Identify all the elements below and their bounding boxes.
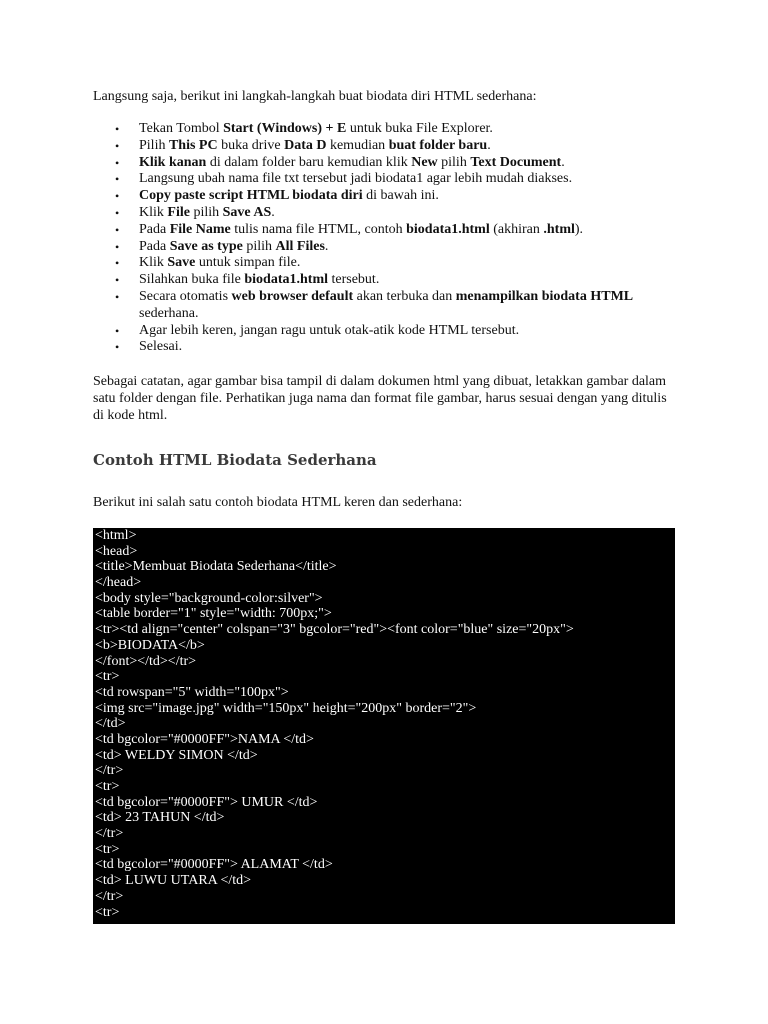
text-run: . [324,238,329,254]
bold-text: Start (Windows) + E [223,121,347,136]
bullet-icon: • [115,138,120,153]
list-item [93,171,653,188]
bullet-icon: • [115,256,120,271]
code-line: <table border="1" style="width: 700px;"> [95,606,332,622]
list-item [93,188,653,205]
text-run: pilih [189,204,223,220]
bold-text: Save [167,255,196,271]
bullet-icon: • [115,155,120,170]
bold-text: File [167,204,190,220]
code-line: </tr> [95,763,124,779]
text-run: di bawah ini. [362,188,439,204]
bold-text: All Files [275,238,325,254]
bullet-icon: • [115,189,120,204]
text-run: buka drive [217,137,285,153]
text-run: Pada [139,238,170,254]
bullet-icon: • [115,222,120,237]
text-run: pilih [437,154,471,170]
list-item [93,138,653,155]
text-run: untuk buka File Explorer. [346,121,493,136]
bullet-icon: • [115,340,120,355]
text-run: (akhiran [489,221,544,237]
bullet-icon: • [115,205,120,220]
code-line: <td bgcolor="#0000FF"> ALAMAT </td> [95,857,333,873]
text-run: di dalam folder baru kemudian klik [206,154,412,170]
bold-text: biodata1.html [406,221,490,237]
text-run: Silahkan buka file [139,272,245,288]
code-line: <tr> [95,904,120,920]
code-line: </head> [95,575,142,591]
code-line: <tr> [95,841,120,857]
bold-text: buat folder baru [388,137,488,153]
code-line: </td> [95,716,126,732]
code-line: <b>BIODATA</b> [95,637,205,653]
code-line: <tr><td align="center" colspan="3" bgcolor="red"><font color="blue" size="20px"> [95,622,574,638]
bullet-icon: • [115,172,120,187]
text-run: ). [574,221,584,237]
list-item [93,339,653,356]
list-item [93,255,653,272]
code-intro-paragraph: Berikut ini salah satu contoh biodata HTML keren dan sederhana: [93,495,463,510]
code-line: <td> LUWU UTARA </td> [95,873,252,889]
code-line: <td bgcolor="#0000FF"> UMUR </td> [95,794,318,810]
text-run: Langsung ubah nama file txt tersebut jadi biodata1 agar lebih mudah diakses. [139,171,573,187]
bold-text: .html [543,221,575,237]
bullet-icon: • [115,323,120,338]
bold-text: File Name [169,221,231,237]
text-run: Pada [139,221,170,237]
bold-text: Data D [284,137,327,153]
list-item [93,205,653,222]
bold-text: biodata1.html [244,272,328,288]
bold-text: menampilkan biodata HTML [455,288,634,304]
text-run: Secara otomatis [139,288,232,304]
bullet-icon: • [115,273,120,288]
list-item [93,222,653,239]
text-run: Pilih [139,137,169,153]
text-run: Klik [139,204,168,220]
bold-text: Klik kanan [139,154,207,170]
bullet-icon: • [115,239,120,254]
code-line: </font></td></tr> [95,653,197,669]
code-block [93,528,675,924]
text-run: Klik [139,255,168,271]
text-run: kemudian [326,137,389,153]
bold-text: Save as type [169,238,243,254]
text-run: Tekan Tombol [139,121,224,136]
list-item [93,289,653,323]
text-run: untuk simpan file. [195,255,301,271]
list-item [93,272,653,289]
intro-paragraph: Langsung saja, berikut ini langkah-langkah buat biodata diri HTML sederhana: [93,89,537,104]
code-line: <html> [95,528,137,543]
code-line: <tr> [95,779,120,794]
code-line: <td rowspan="5" width="100px"> [95,684,289,700]
bold-text: web browser default [231,288,354,304]
section-title: Contoh HTML Biodata Sederhana [93,451,377,469]
list-item [93,239,653,256]
code-line: <title>Membuat Biodata Sederhana</title> [95,559,337,575]
text-run: Agar lebih keren, jangan ragu untuk otak-atik kode HTML tersebut. [139,322,520,338]
bullet-icon: • [115,122,120,136]
text-run: . [271,204,275,220]
steps-list [93,121,653,356]
list-item [93,323,653,340]
text-run: . [487,137,491,153]
note-paragraph: Sebagai catatan, agar gambar bisa tampil di dalam dokumen html yang dibuat, letakkan gambar dalam satu folder dengan file. Perhatikan juga nama dan format file gambar, harus sesuai dengan yang ditulis di kode html. [93,374,667,423]
text-run: tersebut. [328,272,380,288]
text-run: Selesai. [139,339,183,355]
bold-text: This PC [168,137,218,153]
code-line: </tr> [95,888,124,904]
text-run: tulis nama file HTML, contoh [230,221,407,237]
code-line: <td> 23 TAHUN </td> [95,810,225,826]
code-line: <head> [95,543,138,559]
code-line: <img src="image.jpg" width="150px" height="200px" border="2"> [95,700,477,716]
bold-text: Copy paste script HTML biodata diri [139,188,363,204]
bold-text: Save AS [222,204,272,220]
text-run: akan terbuka dan [353,288,456,304]
code-line: <body style="background-color:silver"> [95,590,323,606]
bullet-icon: • [115,289,120,304]
code-line: <td> WELDY SIMON </td> [95,747,258,763]
code-line: <tr> [95,669,120,685]
list-item [93,121,653,138]
code-line: <td bgcolor="#0000FF">NAMA </td> [95,731,314,747]
text-run: pilih [242,238,276,254]
bold-text: New [411,154,438,170]
text-run: . [561,154,565,170]
code-line: </tr> [95,826,124,842]
list-item [93,155,653,172]
text-run: sederhana. [139,305,199,321]
bold-text: Text Document [470,154,562,170]
